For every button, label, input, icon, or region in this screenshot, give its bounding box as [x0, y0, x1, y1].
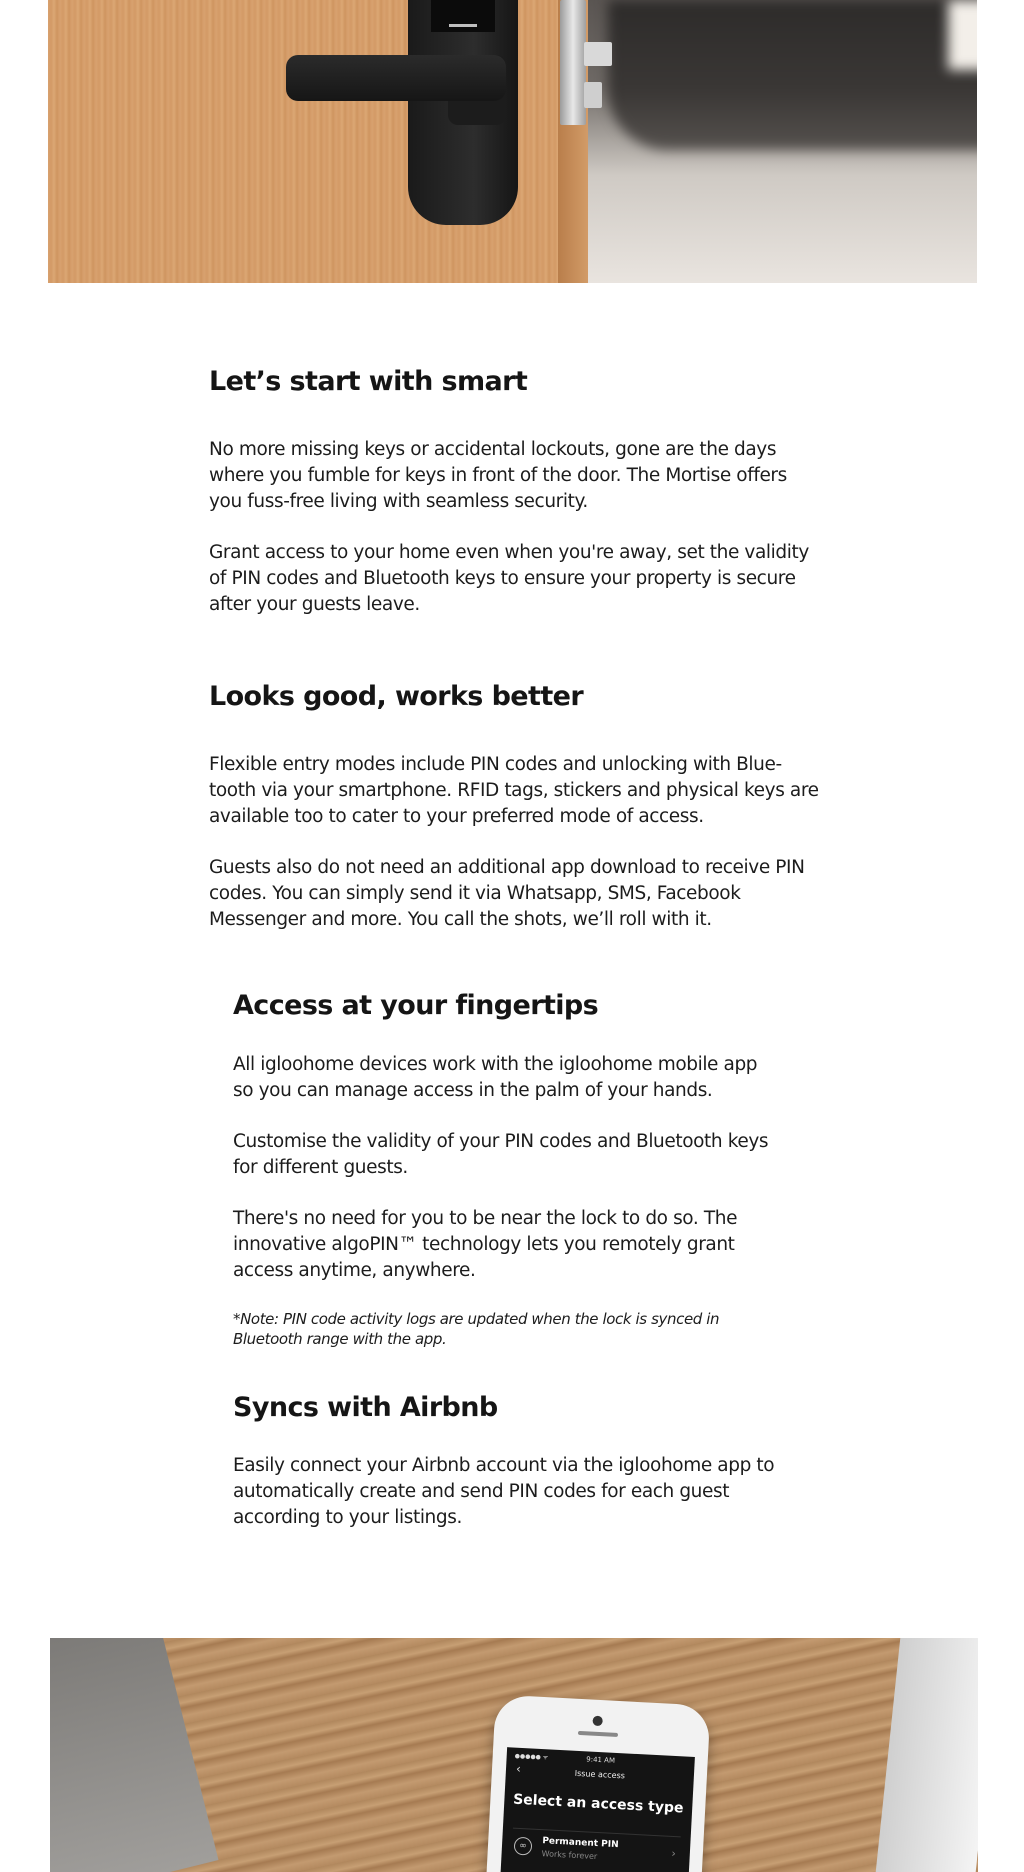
latch-bolt — [584, 42, 612, 66]
app-bar-title: Issue access — [574, 1768, 626, 1781]
sofa-blur — [608, 0, 977, 150]
phone-screen — [498, 1747, 695, 1872]
signal-icon: ●●●●● ᯤ — [514, 1752, 549, 1762]
camera-icon — [592, 1716, 603, 1727]
paragraph: Guests also do not need an additional app download to receive PIN codes. You can simply send it via Whatsapp, SMS, Facebook Messenger and more. You call the shots, we’ll roll with it. — [209, 857, 805, 930]
laptop-edge — [876, 1638, 978, 1872]
chevron-right-icon: › — [671, 1846, 677, 1861]
hero-image-door-lock — [48, 0, 977, 283]
lever-handle — [286, 55, 506, 101]
heading-access-fingertips: Access at your fingertips — [233, 990, 599, 1021]
paragraph: No more missing keys or accidental lockouts, gone are the days where you fumble for keys in front of the door. The Mortise offers you fuss-free living with seamless security. — [209, 439, 787, 512]
paragraph: Grant access to your home even when you're away, set the validity of PIN codes and Bluetooth keys to ensure your property is secure after your guests leave. — [209, 542, 809, 615]
speaker-grille — [578, 1731, 618, 1737]
infinity-icon: ∞ — [514, 1837, 533, 1856]
lamp-blur — [948, 0, 977, 70]
hero-image-phone-app — [50, 1638, 978, 1872]
paragraph: Customise the validity of your PIN codes and Bluetooth keys for different guests. — [233, 1131, 769, 1178]
deadbolt — [584, 82, 602, 108]
option-permanent-pin — [511, 1828, 681, 1872]
paragraph: There's no need for you to be near the lock to do so. The innovative algoPIN™ technology lets you remotely grant access anytime, anywhere. — [233, 1208, 738, 1281]
status-time: 9:41 AM — [586, 1755, 616, 1765]
heading-looks-good: Looks good, works better — [209, 681, 584, 712]
paragraph: Easily connect your Airbnb account via the igloohome app to automatically create and send PIN codes for each guest according to your listings. — [233, 1455, 775, 1528]
lock-keypad-screen — [431, 0, 495, 32]
shadow-object — [50, 1638, 218, 1872]
strike-plate — [560, 0, 586, 125]
paragraph: All igloohome devices work with the igloohome mobile app so you can manage access in the palm of your hands. — [233, 1054, 758, 1101]
smartphone — [484, 1695, 710, 1872]
back-icon: ‹ — [515, 1761, 522, 1776]
option-label: Permanent PIN — [542, 1836, 619, 1851]
paragraph: Flexible entry modes include PIN codes and unlocking with Blue- tooth via your smartphone. RFID tags, stickers and physical keys are available too to cater to your preferred mode of access. — [209, 754, 819, 827]
option-sublabel: Works forever — [541, 1849, 598, 1862]
footnote: *Note: PIN code activity logs are updated when the lock is synced in Bluetooth range with the app. — [233, 1310, 720, 1348]
screen-title: Select an access type — [512, 1791, 684, 1817]
heading-start-smart: Let’s start with smart — [209, 366, 528, 397]
heading-syncs-airbnb: Syncs with Airbnb — [233, 1392, 498, 1423]
